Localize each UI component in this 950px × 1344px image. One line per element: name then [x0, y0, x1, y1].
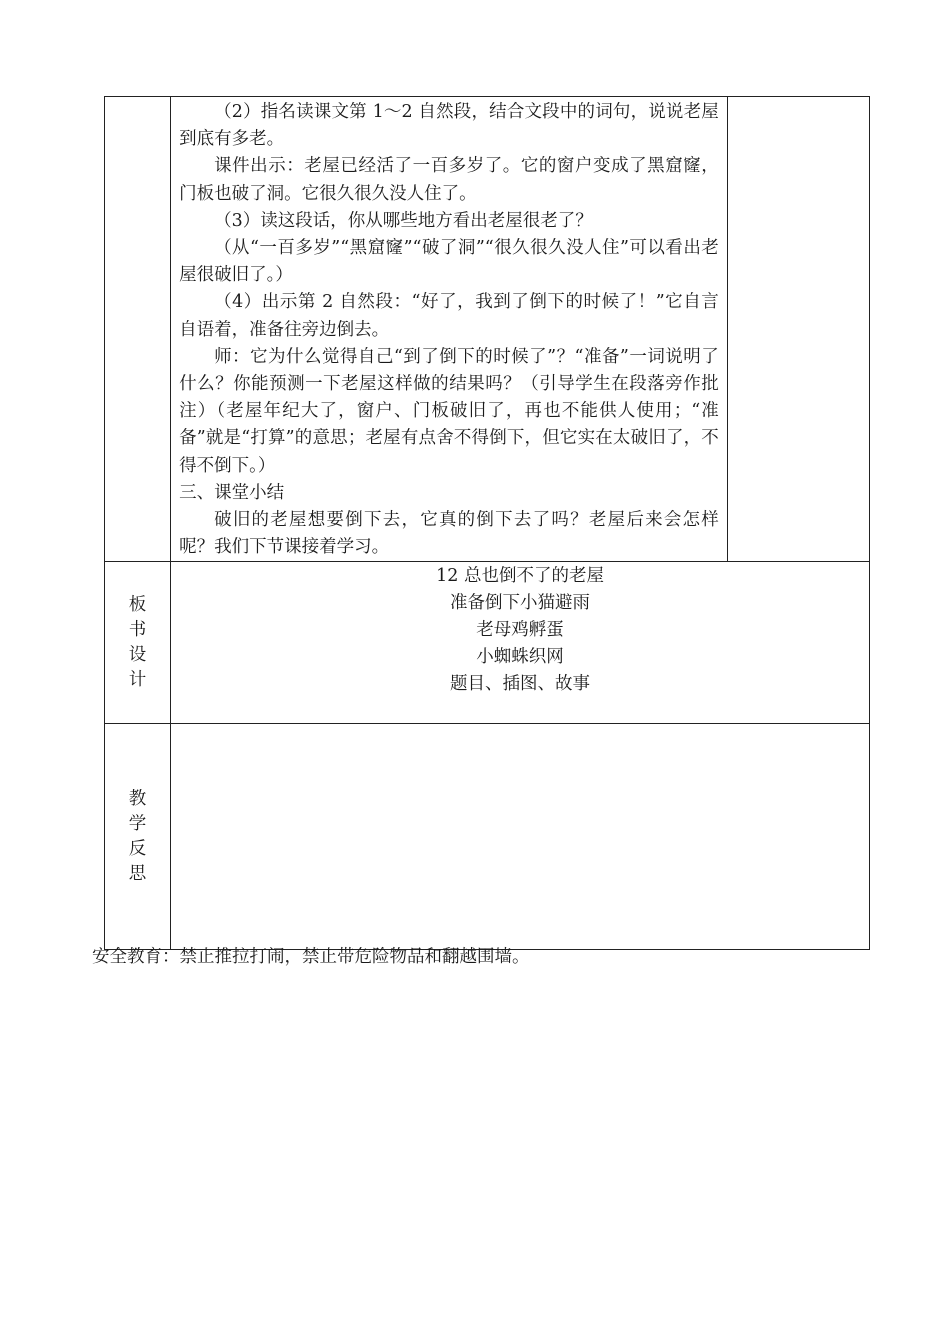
reflection-content: [171, 724, 870, 950]
process-paragraph: 破旧的老屋想要倒下去，它真的倒下去了吗？老屋后来会怎样呢？我们下节课接着学习。: [179, 510, 719, 558]
label-char: 板: [128, 594, 147, 615]
process-label-cell: [105, 97, 171, 562]
label-char: 计: [128, 669, 147, 690]
teaching-reflection-row: [105, 724, 870, 950]
process-paragraph: （2）指名读课文第 1～2 自然段，结合文段中的词句，说说老屋到底有多老。: [179, 102, 719, 150]
board-line: 准备倒下小猫避雨: [450, 593, 591, 614]
label-char: 反: [128, 838, 147, 859]
label-char: 教: [128, 788, 147, 809]
process-paragraph: （从“一百多岁”“黑窟窿”“破了洞”“很久很久没人住”可以看出老屋很破旧了。）: [179, 238, 719, 286]
process-note-cell: [727, 97, 869, 562]
label-char: 学: [128, 813, 147, 834]
teaching-process-row: [105, 97, 870, 562]
board-design-content: [171, 562, 870, 724]
board-design-label: [105, 562, 171, 724]
board-design-row: [105, 562, 870, 724]
board-line: 小蜘蛛织网: [476, 647, 564, 668]
lesson-plan-table: [104, 96, 870, 950]
label-char: 设: [128, 644, 147, 665]
board-line: 题目、插图、故事: [450, 674, 591, 695]
label-char: 思: [128, 863, 147, 884]
process-paragraph: 师：它为什么觉得自己“到了倒下的时候了”？“准备”一词说明了什么？你能预测一下老屋这样做的结果吗？（引导学生在段落旁作批注）（老屋年纪大了，窗户、门板破旧了，再也不能供人使用；“准备”就是“打算”的意思；老屋有点舍不得倒下，但它实在太破旧了，不得不倒下。）: [179, 346, 719, 476]
process-paragraph: 课件出示：老屋已经活了一百多岁了。它的窗户变成了黑窟窿，门板也破了洞。它很久很久没人住了。: [179, 156, 719, 204]
board-title: 12 总也倒不了的老屋: [436, 566, 604, 587]
process-paragraph: （3）读这段话，你从哪些地方看出老屋很老了？: [214, 210, 593, 231]
board-line: 老母鸡孵蛋: [476, 620, 564, 641]
process-paragraph: （4）出示第 2 自然段：“好了，我到了倒下的时候了！”它自言自语着，准备往旁边倒去。: [179, 292, 719, 340]
label-char: 书: [128, 619, 147, 640]
safety-note: 安全教育：禁止推拉打闹，禁止带危险物品和翻越围墙。: [92, 947, 530, 967]
reflection-label: [105, 724, 171, 950]
teaching-process-content: [171, 97, 728, 562]
section-heading-summary: 三、课堂小结: [179, 482, 285, 503]
